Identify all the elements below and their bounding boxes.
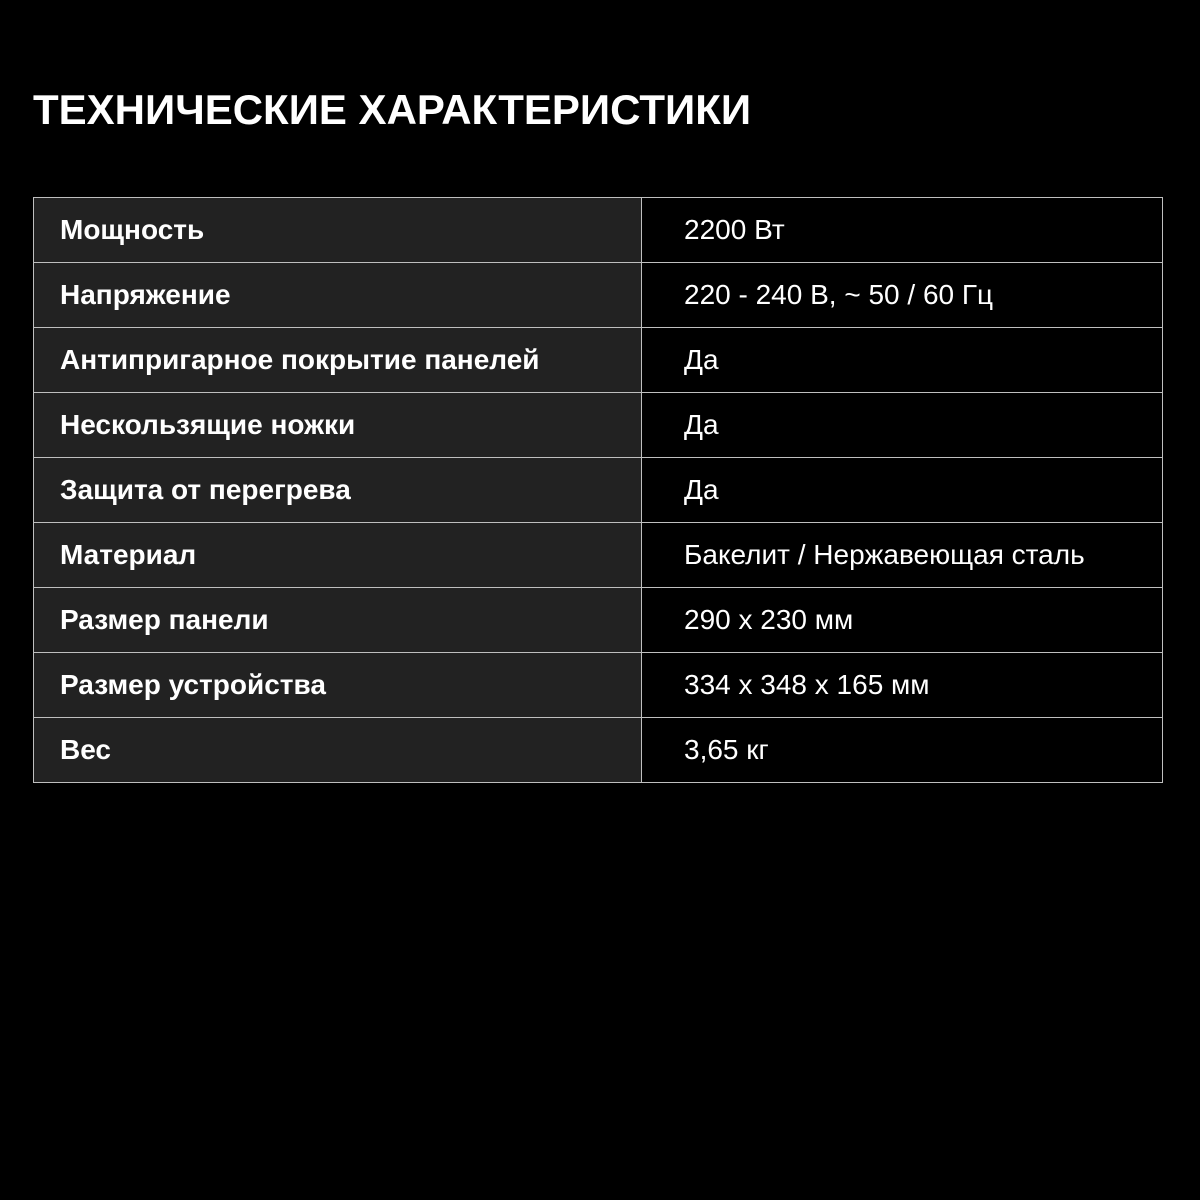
spec-row-nonstick-coating xyxy=(34,328,1163,393)
spec-label: Размер устройства xyxy=(34,653,642,718)
spec-value: 220 - 240 В, ~ 50 / 60 Гц xyxy=(642,263,1163,328)
spec-label: Напряжение xyxy=(34,263,642,328)
spec-label: Мощность xyxy=(34,198,642,263)
page-title: ТЕХНИЧЕСКИЕ ХАРАКТЕРИСТИКИ xyxy=(33,86,752,133)
spec-value: Бакелит / Нержавеющая сталь xyxy=(642,523,1163,588)
spec-label: Вес xyxy=(34,718,642,783)
spec-value: 2200 Вт xyxy=(642,198,1163,263)
spec-value: 290 x 230 мм xyxy=(642,588,1163,653)
spec-label: Материал xyxy=(34,523,642,588)
spec-row-weight xyxy=(34,718,1163,783)
spec-row-voltage xyxy=(34,263,1163,328)
spec-label: Антипригарное покрытие панелей xyxy=(34,328,642,393)
spec-row-panel-size xyxy=(34,588,1163,653)
spec-value: Да xyxy=(642,393,1163,458)
spec-row-power xyxy=(34,198,1163,263)
spec-row-overheat-protection xyxy=(34,458,1163,523)
spec-row-nonslip-feet xyxy=(34,393,1163,458)
spec-table xyxy=(33,197,1163,783)
spec-row-material xyxy=(34,523,1163,588)
spec-label: Нескользящие ножки xyxy=(34,393,642,458)
spec-value: Да xyxy=(642,328,1163,393)
spec-value: Да xyxy=(642,458,1163,523)
spec-label: Размер панели xyxy=(34,588,642,653)
spec-value: 3,65 кг xyxy=(642,718,1163,783)
spec-row-device-size xyxy=(34,653,1163,718)
spec-value: 334 x 348 x 165 мм xyxy=(642,653,1163,718)
spec-label: Защита от перегрева xyxy=(34,458,642,523)
